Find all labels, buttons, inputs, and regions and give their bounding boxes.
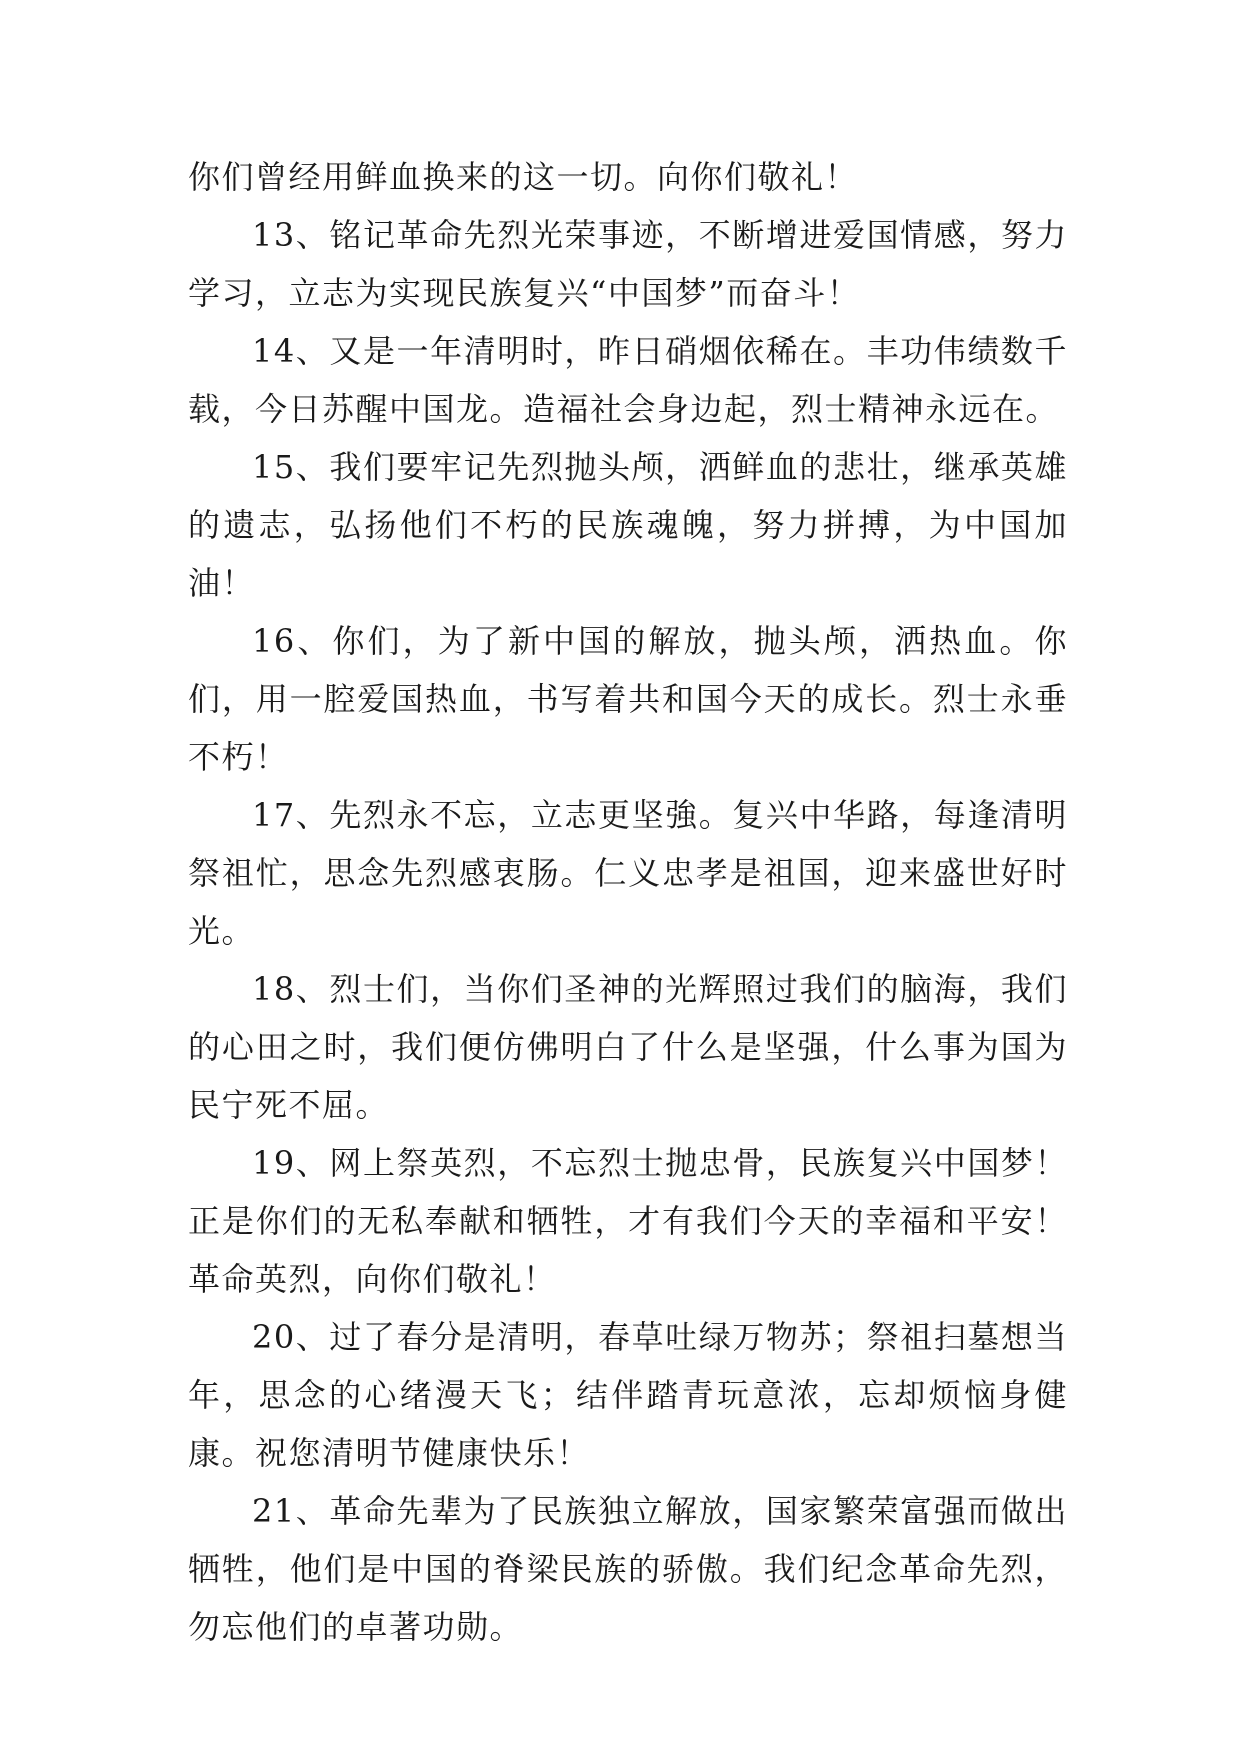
paragraph-continuation: 你们曾经用鲜血换来的这一切。向你们敬礼！ <box>188 158 859 196</box>
paragraph-17: 17、先烈永不忘，立志更坚強。复兴中华路，每逢清明祭祖忙，思念先烈感衷肠。仁义忠孝是祖国，迎来盛世好时光。 <box>188 796 1068 950</box>
paragraph-19: 19、网上祭英烈，不忘烈士抛忠骨，民族复兴中国梦！正是你们的无私奉献和牺牲，才有我们今天的幸福和平安！革命英烈，向你们敬礼！ <box>188 1144 1068 1298</box>
paragraph-18: 18、烈士们，当你们圣神的光辉照过我们的脑海，我们的心田之时，我们便仿佛明白了什么是坚强，什么事为国为民宁死不屈。 <box>188 970 1068 1124</box>
paragraph-16: 16、你们，为了新中国的解放，抛头颅，洒热血。你们，用一腔爱国热血，书写着共和国今天的成长。烈士永垂不朽！ <box>188 622 1068 776</box>
paragraph-14: 14、又是一年清明时，昨日硝烟依稀在。丰功伟绩数千载，今日苏醒中国龙。造福社会身边起，烈士精神永远在。 <box>188 332 1068 428</box>
paragraph-15: 15、我们要牢记先烈抛头颅，洒鲜血的悲壮，继承英雄的遗志，弘扬他们不朽的民族魂魄，努力拼搏，为中国加油！ <box>188 448 1068 602</box>
paragraph-21: 21、革命先辈为了民族独立解放，国家繁荣富强而做出牺牲，他们是中国的脊梁民族的骄傲。我们纪念革命先烈，勿忘他们的卓著功勋。 <box>188 1492 1068 1646</box>
paragraph-13: 13、铭记革命先烈光荣事迹，不断增进爱国情感，努力学习，立志为实现民族复兴“中国梦”而奋斗！ <box>188 216 1068 312</box>
document-page <box>188 148 1068 1656</box>
paragraph-20: 20、过了春分是清明，春草吐绿万物苏；祭祖扫墓想当年，思念的心绪漫天飞；结伴踏青玩意浓，忘却烦恼身健康。祝您清明节健康快乐！ <box>188 1318 1068 1472</box>
